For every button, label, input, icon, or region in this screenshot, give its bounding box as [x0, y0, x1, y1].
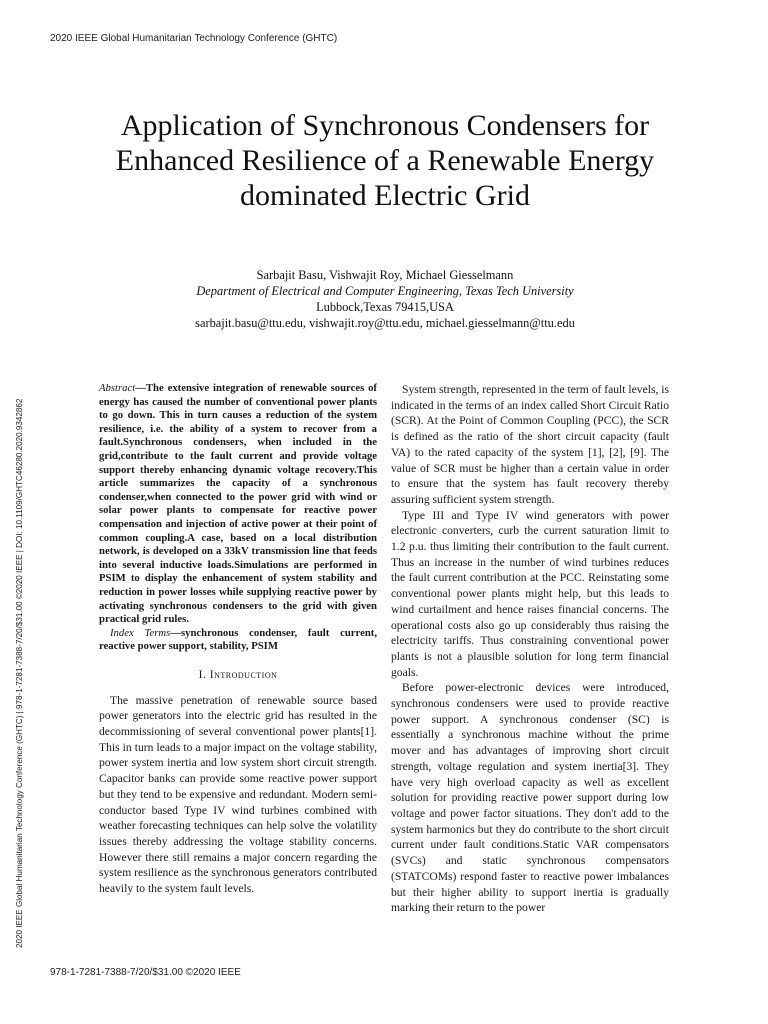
page-footer: 978-1-7281-7388-7/20/$31.00 ©2020 IEEE: [50, 967, 241, 978]
section-heading-introduction: I. Introduction: [198, 667, 278, 681]
author-names: Sarbajit Basu, Vishwajit Roy, Michael Giesselmann: [256, 268, 514, 282]
running-header: 2020 IEEE Global Humanitarian Technology Conference (GHTC): [50, 33, 338, 44]
index-terms-label: Index Terms: [110, 626, 171, 639]
author-block: [100, 267, 670, 331]
doi-sidebar: [0, 0, 40, 1024]
introduction-paragraph-1: The massive penetration of renewable source based power generators into the electric grid has resulted in the decommissioning of several conventional power plants[1]. This in turn leads to a major impact on the voltage stability, power system inertia and low system short circuit strength. Capacitor banks can provide some reactive power support but they tend to be expensive and redundant. Modern semi-conductor based Type IV wind turbines combined with weather forecasting techniques can help solve the volatility issues thereby addressing the voltage stability concerns. However there still remains a major concern regarding the system resilience as the synchronous generators contributed heavily to the system fault levels.: [99, 693, 377, 896]
right-paragraph-1: System strength, represented in the term of fault levels, is indicated in the terms of an index called Short Circuit Ratio (SCR). At the Point of Common Coupling (PCC), the SCR is defined as the ratio of the short circuit capacity (fault VA) to the rated capacity of the system [1], [2], [9]. The value of SCR must be higher than a certain value in order to ensure that the system has fault recovery thereby assuring sufficient system strength.: [391, 383, 669, 506]
index-terms: [99, 627, 377, 654]
paper-title: Application of Synchronous Condensers for Enhanced Resilience of a Renewable Energy dominated Electric Grid: [115, 109, 655, 212]
left-column: [99, 382, 377, 897]
abstract-label: Abstract: [99, 382, 136, 394]
index-terms-text: —synchronous condenser, fault current, reactive power support, stability, PSIM: [99, 626, 377, 653]
right-paragraph-3: Before power-electronic devices were introduced, synchronous condensers were used to provide reactive power support. A synchronous condenser (SC) is essentially a synchronous machine without the prime mover and has advantages of improving short circuit strength, voltage regulation and system inertia[3]. They have very high overload capacity as well as excellent solution for providing reactive power support during low voltage and power factor situations. They don't add to the system harmonics but they do contribute to the short circuit current under fault conditions.Static VAR compensators (SVCs) and static synchronous compensators (STATCOMs) respond faster to reactive power imbalances but their higher ability to support inertia is gradually marking their return to the power: [391, 681, 669, 915]
doi-sidebar-text: 2020 IEEE Global Humanitarian Technology Conference (GHTC) | 978-1-7281-7388-7/20/$31.00 ©2020 IEEE | DOI: 10.1109/GHTC46280.2020.9342862: [15, 398, 24, 948]
author-address: Lubbock,Texas 79415,USA: [316, 300, 454, 314]
author-emails: sarbajit.basu@ttu.edu, vishwajit.roy@ttu.edu, michael.giesselmann@ttu.edu: [195, 316, 575, 330]
right-paragraph-2: Type III and Type IV wind generators with power electronic converters, curb the current saturation limit to 1.2 p.u. thus limiting their contribution to the fault current. Thus an increase in the number of wind turbines reduces the fault current contribution at the PCC. Reinstating some conventional power plants might help, but this leads to wind curtailment and hence raises financial concerns. The operational costs also go up considerably thus raising the electricity tariffs. Thus constraining conventional power plants is not a plausible solution for long term financial goals.: [391, 508, 669, 679]
right-column: [391, 382, 669, 916]
author-department: Department of Electrical and Computer Engineering, Texas Tech University: [196, 284, 574, 298]
abstract-text: —The extensive integration of renewable sources of energy has caused the number of conventional power plants to go down. This in turn causes a reduction of the system resilience, i.e. the ability of a system to recover from a fault.Synchronous condensers, when included in the grid,contribute to the fault current and provide voltage support thereby enhancing dynamic voltage recovery.This article summarizes the capacity of a synchronous condenser,when connected to the power grid with wind or solar power plants to compensate for reactive power compensation and injection of active power at their point of common coupling.A case, based on a local distribution network, is developed on a 33kV transmission line that feeds into several inductive loads.Simulations are performed in PSIM to display the enhancement of system stability and reduction in power losses while supplying reactive power by activating synchronous condensers to the grid with given practical grid rules.: [99, 382, 377, 626]
abstract: [99, 382, 377, 627]
